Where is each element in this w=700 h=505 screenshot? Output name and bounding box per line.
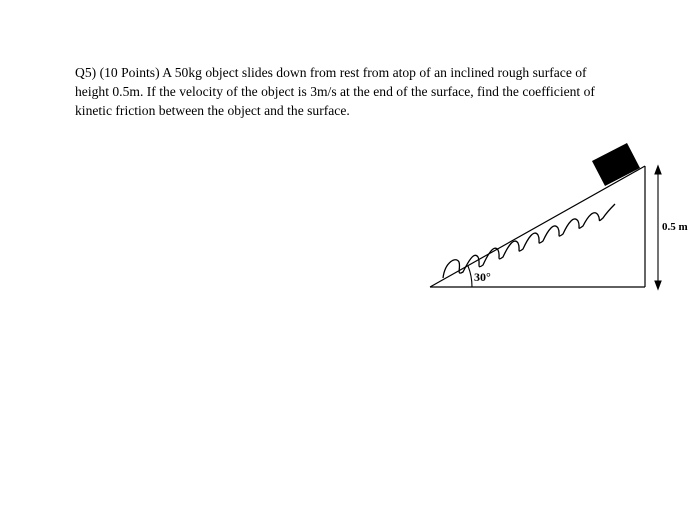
height-label: 0.5 m	[662, 221, 688, 233]
angle-label: 30°	[474, 270, 491, 284]
problem-line-1-text: A 50kg object slides down from rest from atop of an inclined rough surface of	[162, 65, 587, 80]
sliding-block	[592, 143, 640, 186]
height-arrow-top	[655, 166, 661, 174]
height-dimension	[655, 166, 661, 289]
height-arrow-bottom	[655, 281, 661, 289]
problem-line-2: height 0.5m. If the velocity of the object is 3m/s at the end of the surface, find the coefficient of	[75, 84, 595, 99]
problem-line-3: kinetic friction between the object and the surface.	[75, 103, 350, 118]
incline-triangle	[430, 166, 645, 287]
incline-hypotenuse	[430, 166, 645, 287]
angle-arc	[468, 266, 472, 287]
question-number: Q5)	[75, 65, 97, 80]
question-points: (10 Points)	[99, 65, 160, 80]
